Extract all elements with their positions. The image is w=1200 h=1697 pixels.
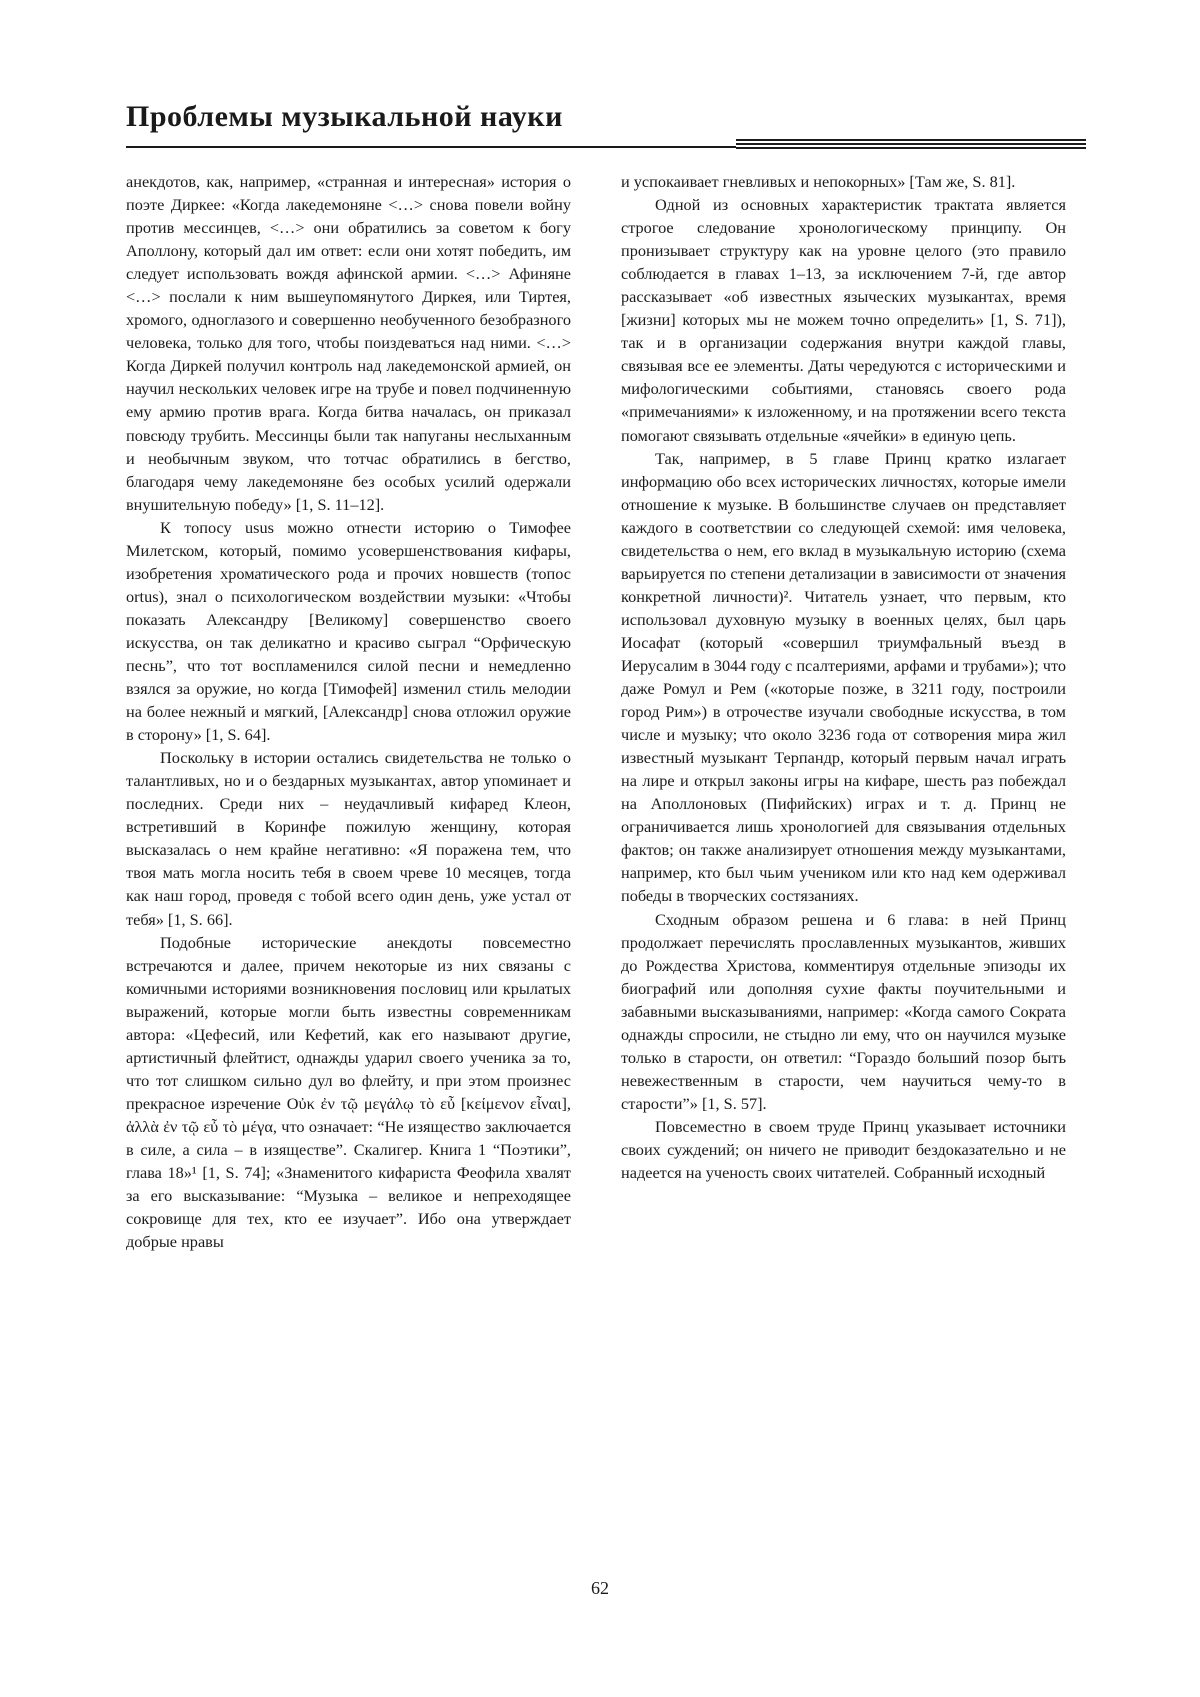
header-rule bbox=[126, 146, 736, 148]
paragraph: Повсеместно в своем труде Принц указывает источники своих суждений; он ничего не приводит бездоказательно и не надеется на ученость своих читателей. Собранный исходный bbox=[621, 1116, 1066, 1183]
header-decorative-rules bbox=[736, 139, 1086, 151]
paragraph: К топосу usus можно отнести историю о Тимофее Милетском, который, помимо усовершенствования кифары, изобретения хроматического рода и прочих новшеств (топос ortus), знал о психологическом воздействии музыки: «Чтобы показать Александру [Великому] совершенство своего искусства, он так деликатно и красиво сыграл “Орфическую песнь”, что тот воспламенился силой песни и немедленно взялся за оружие, но когда [Тимофей] изменил стиль мелодии на более нежный и мягкий, [Александр] снова отложил оружие в сторону» [1, S. 64]. bbox=[126, 517, 571, 745]
paragraph: Поскольку в истории остались свидетельства не только о талантливых, но и о бездарных музыкантах, автор упоминает и последних. Среди них – неудачливый кифаред Клеон, встретивший в Коринфе пожилую женщину, которая высказалась о нем крайне негативно: «Я поражена тем, что твоя мать могла носить тебя в своем чреве 10 месяцев, тогда как наш город, проведя с тобой всего один день, уже устал от тебя» [1, S. 66]. bbox=[126, 748, 571, 929]
page-number: 62 bbox=[591, 1578, 609, 1598]
paragraph: Подобные исторические анекдоты повсеместно встречаются и далее, причем некоторые из них связаны с комичными историями возникновения пословиц или крылатых выражений, которые могли быть известны современникам автора: «Цефесий, или Кефетий, как его называют другие, артистичный флейтист, однажды ударил своего ученика за то, что тот слишком сильно дул во флейту, и при этом произнес прекрасное изречение Οὐκ ἐν τῷ μεγάλῳ τὸ εὖ [κείμενον εἶναι], ἀλλὰ ἐν τῷ εὖ τὸ μέγα, что означает: “Не изящество заключается в силе, а сила – в изяществе”. Скалигер. Книга 1 “Поэтики”, глава 18»¹ [1, S. 74]; «Знаменитого кифариста Феофила хвалят за его высказывание: “Музыка – великое и непреходящее сокровище для тех, кто ее изучает”. Ибо она утверждает добрые нравы bbox=[126, 932, 571, 1252]
right-column bbox=[621, 170, 1066, 1184]
paragraph: и успокаивает гневливых и непокорных» [Там же, S. 81]. bbox=[621, 172, 1016, 191]
paragraph: анекдотов, как, например, «странная и интересная» история о поэте Диркее: «Когда лакедемоняне <…> снова повели войну против мессинцев, <…> они обратились за советом к богу Аполлону, который дал им ответ: если они хотят победить, им следует использовать вождя афинской армии. <…> Афиняне <…> послали к ним вышеупомянутого Диркея, или Тиртея, хромого, одноглазого и совершенно необученного безобразного человека, только для того, чтобы поиздеваться над ними. <…> Когда Диркей получил контроль над лакедемонской армией, он научил нескольких человек игре на трубе и повел подчиненную ему армию против врага. Когда битва началась, он приказал повсюду трубить. Мессинцы были так напуганы неслыханным и необычным звуком, что тотчас обратились в бегство, благодаря чему лакедемоняне без особых усилий одержали внушительную победу» [1, S. 11–12]. bbox=[126, 172, 571, 514]
paragraph: Сходным образом решена и 6 глава: в ней Принц продолжает перечислять прославленных музыкантов, живших до Рождества Христова, комментируя отдельные эпизоды их биографий или дополняя сухие факты поучительными и забавными высказываниями, например: «Когда самого Сократа однажды спросили, не стыдно ли ему, что он научился музыке только в старости, он ответил: “Гораздо больший позор быть невежественным в старости, чем научиться чему-то в старости”» [1, S. 57]. bbox=[621, 909, 1066, 1113]
left-column bbox=[126, 170, 571, 1253]
paragraph: Одной из основных характеристик трактата является строгое следование хронологическому принципу. Он пронизывает структуру как на уровне целого (это правило соблюдается в главах 1–13, за исключением 7-й, где автор рассказывает «об известных языческих музыкантах, время [жизни] которых мы не можем точно определить» [1, S. 71]), так и в организации содержания внутри каждой главы, связывая все ее элементы. Даты чередуются с историческими и мифологическими событиями, становясь своего рода «примечаниями» к изложенному, и на протяжении всего текста помогают связывать отдельные «ячейки» в единую цепь. bbox=[621, 195, 1066, 445]
paragraph: Так, например, в 5 главе Принц кратко излагает информацию обо всех исторических личностях, которые имели отношение к музыке. В большинстве случаев он представляет каждого в соответствии со следующей схемой: имя человека, свидетельства о нем, его вклад в музыкальную историю (схема варьируется по степени детализации в зависимости от значения конкретной личности)². Читатель узнает, что первым, кто использовал духовную музыку в военных целях, был царь Иосафат (который «совершил триумфальный въезд в Иерусалим в 3044 году с псалтериями, арфами и трубами»); что даже Ромул и Рем («которые позже, в 3211 году, построили город Рим») в отрочестве изучали свободные искусства, в том числе и музыку; что около 3236 года от сотворения мира жил известный музыкант Терпандр, который первым начал играть на лире и открыл законы игры на кифаре, шесть раз побеждал на Аполлоновых (Пифийских) играх и т. д. Принц не ограничивается лишь хронологией для связывания отдельных фактов; он также анализирует отношения между музыкантами, например, кто был чьим учеником или кто над кем одерживал победы в творческих состязаниях. bbox=[621, 448, 1066, 906]
journal-title: Проблемы музыкальной науки bbox=[126, 100, 563, 133]
running-header bbox=[126, 100, 1086, 160]
